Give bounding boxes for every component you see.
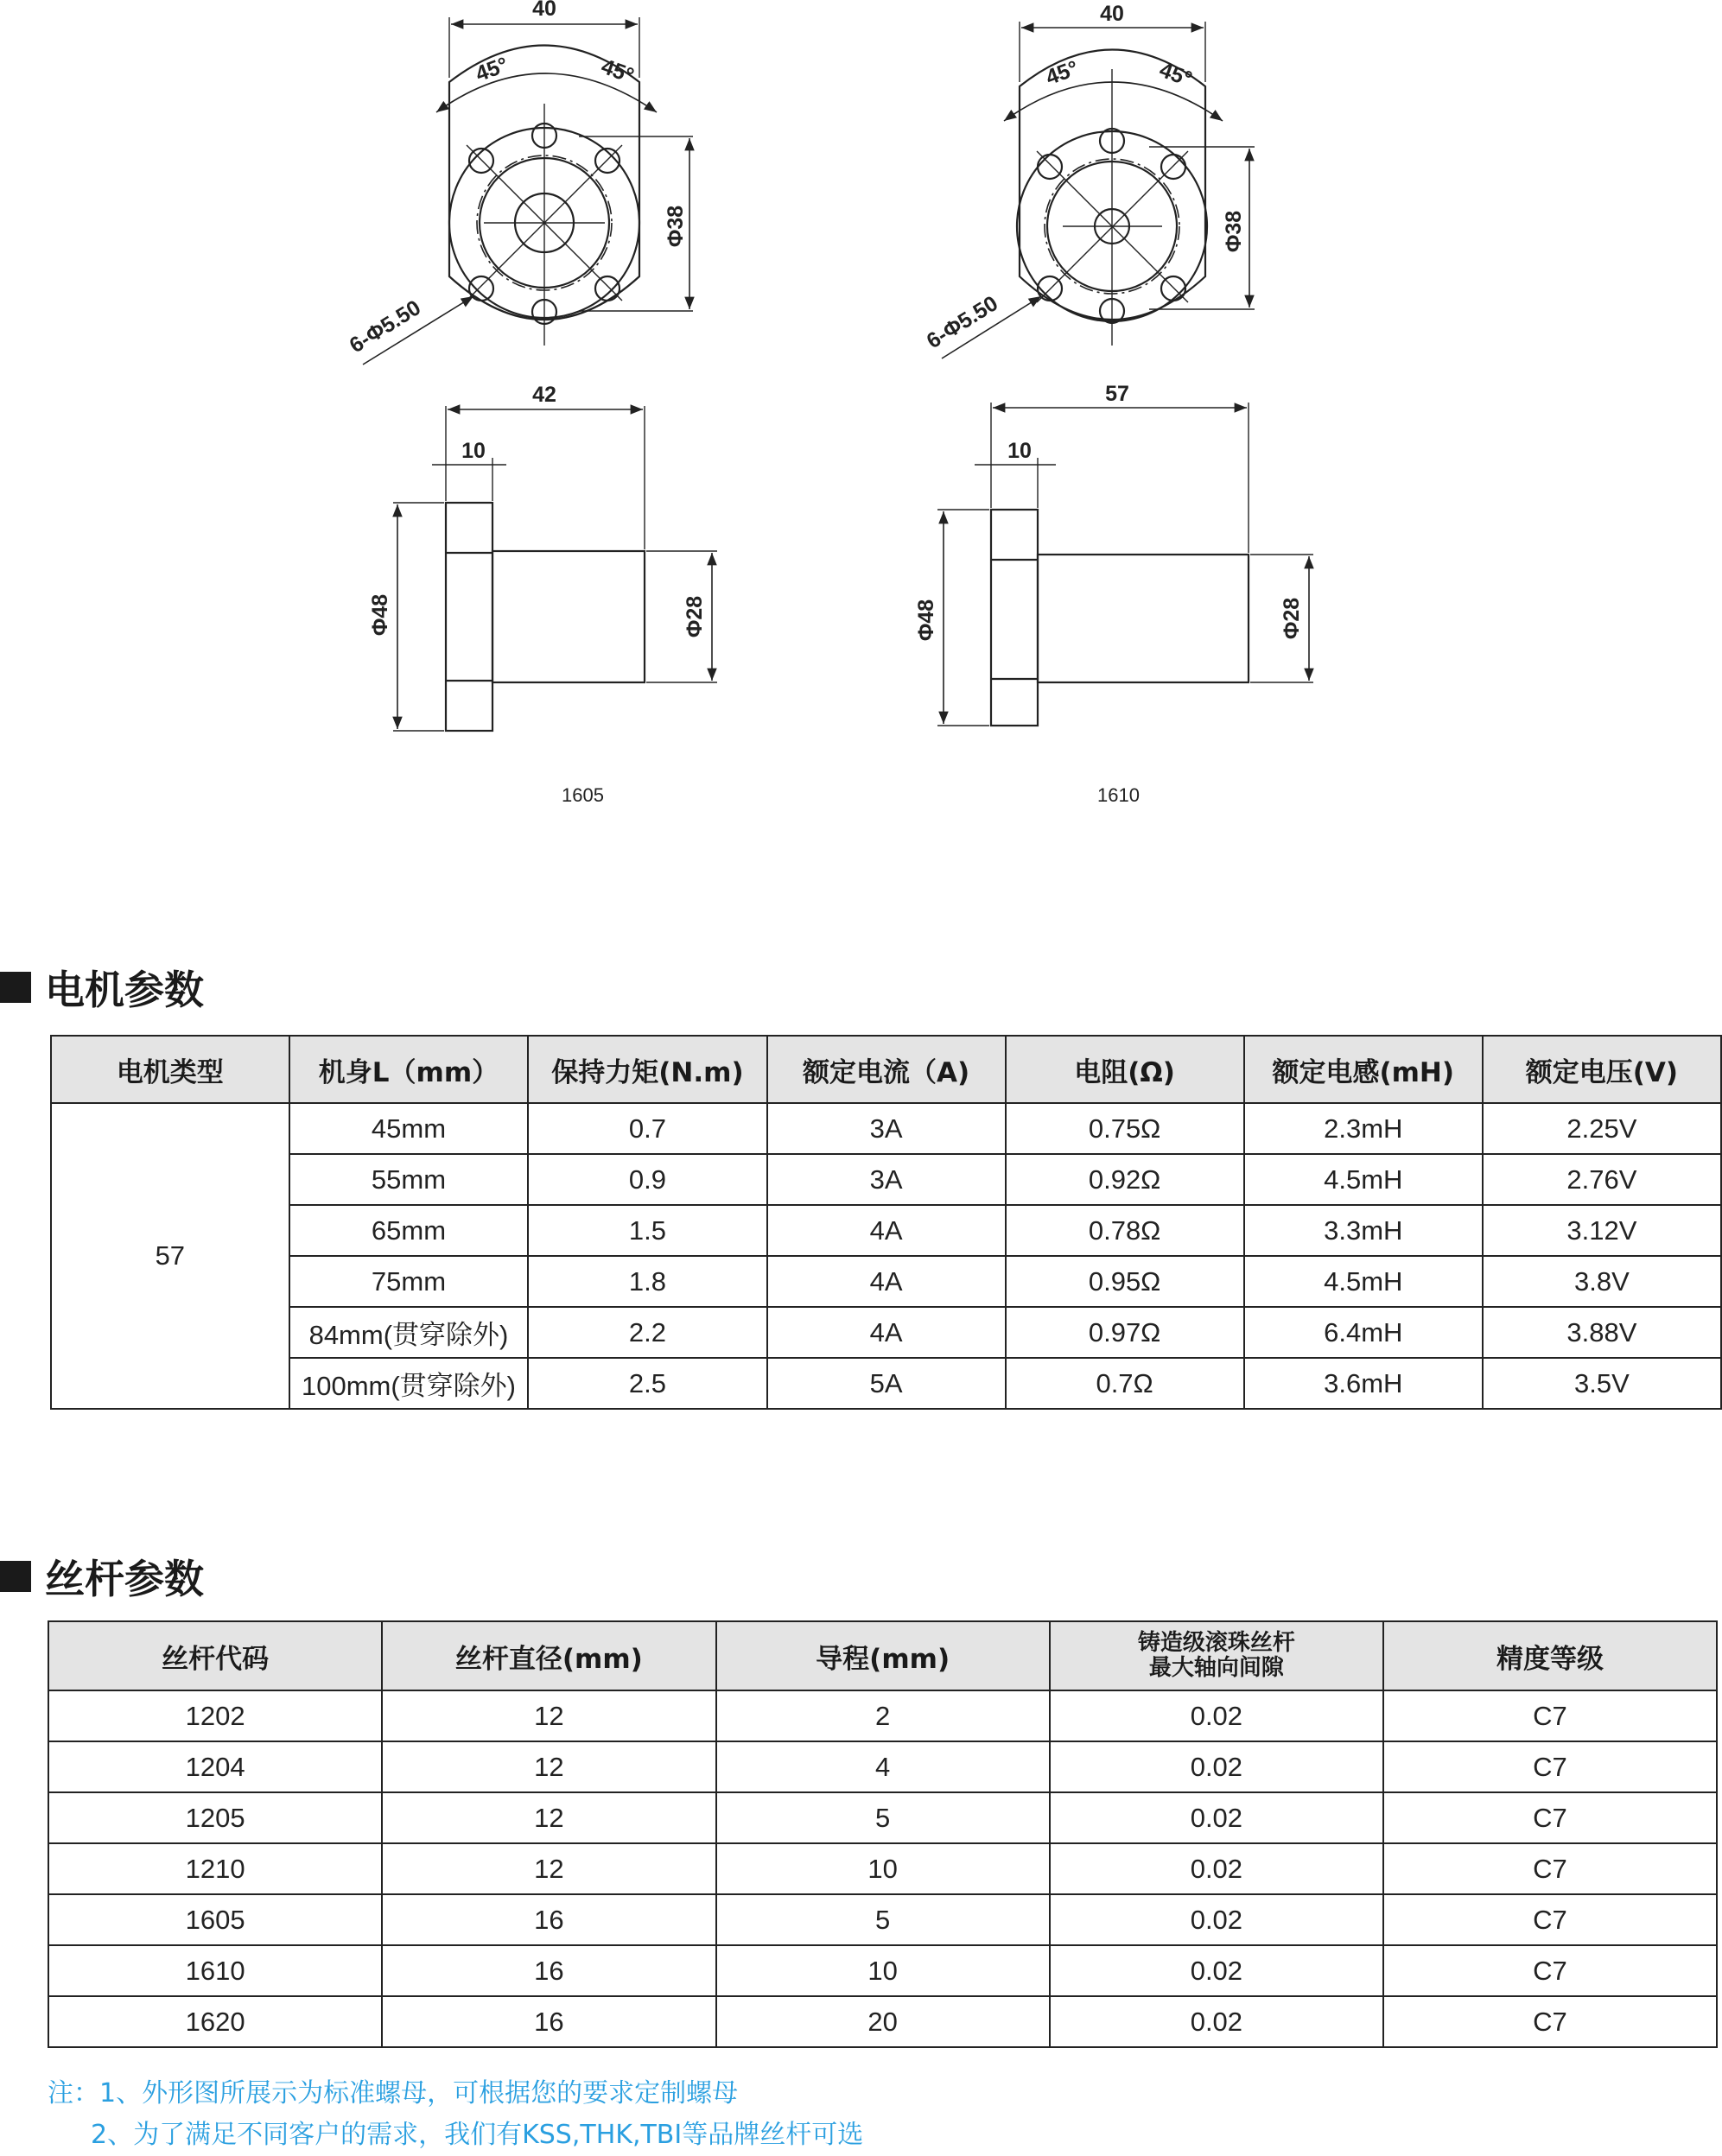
table-cell: 12 [382,1690,715,1741]
table-cell: 1205 [48,1792,382,1843]
motor-type-cell: 57 [51,1103,289,1409]
table-cell: 75mm [289,1256,529,1307]
table-cell: 10 [716,1945,1050,1996]
dim-top-width-left: 40 [532,0,556,21]
table-cell: 1204 [48,1741,382,1792]
dim-angle-right-b: 45° [1156,57,1196,92]
table-cell: 1202 [48,1690,382,1741]
table-cell: 16 [382,1945,715,1996]
header-cell: 电阻(Ω) [1006,1036,1244,1103]
table-cell: C7 [1383,1690,1717,1741]
dim-top-width-right: 40 [1100,2,1124,26]
table-cell: C7 [1383,1894,1717,1945]
motor-params-table [50,1035,1722,1410]
table-cell: 0.02 [1050,1894,1383,1945]
header-line-1: 铸造级滚珠丝杆 [1137,1630,1295,1656]
table-row [48,1741,1717,1792]
table-cell: 2.5 [528,1358,766,1409]
drawing-caption-left: 1605 [562,784,604,806]
table-cell: 12 [382,1843,715,1894]
table-cell: 100mm(贯穿除外) [289,1358,529,1409]
screw-params-table [48,1620,1718,2048]
table-cell: 0.02 [1050,1741,1383,1792]
table-cell: 1620 [48,1996,382,2047]
header-cell: 电机类型 [51,1036,289,1103]
header-cell: 丝杆直径(mm) [382,1621,715,1690]
square-bullet-icon [0,972,31,1003]
table-cell: 20 [716,1996,1050,2047]
table-row [51,1256,1721,1307]
table-cell: 12 [382,1792,715,1843]
table-row [51,1103,1721,1154]
dim-hole-right: 6-Φ5.50 [922,291,1002,354]
header-cell: 导程(mm) [716,1621,1050,1690]
table-cell: 4.5mH [1244,1154,1483,1205]
table-cell: 55mm [289,1154,529,1205]
screw-section-title [0,1548,204,1605]
table-cell: 6.4mH [1244,1307,1483,1358]
motor-section-title [0,959,204,1016]
square-bullet-icon [0,1561,31,1592]
dim-flange-thk-right: 10 [1007,439,1032,463]
table-cell: 2.76V [1483,1154,1721,1205]
table-cell: 1.8 [528,1256,766,1307]
table-cell: C7 [1383,1996,1717,2047]
table-cell: C7 [1383,1792,1717,1843]
table-cell: 0.7Ω [1006,1358,1244,1409]
table-cell: 84mm(贯穿除外) [289,1307,529,1358]
table-row [51,1307,1721,1358]
table-cell: 3.8V [1483,1256,1721,1307]
table-header-row [51,1036,1721,1103]
table-cell: 3.5V [1483,1358,1721,1409]
table-cell: 45mm [289,1103,529,1154]
dim-angle-left-a: 45° [472,52,512,87]
table-cell: 4.5mH [1244,1256,1483,1307]
nut-side-view-left [393,406,717,731]
table-cell: 0.95Ω [1006,1256,1244,1307]
table-cell: 1.5 [528,1205,766,1256]
table-cell: 0.02 [1050,1690,1383,1741]
table-cell: 10 [716,1843,1050,1894]
table-cell: 0.78Ω [1006,1205,1244,1256]
drawing-caption-right: 1610 [1097,784,1140,806]
table-cell: C7 [1383,1741,1717,1792]
dim-bolt-circle-right: Φ38 [1222,210,1246,253]
table-cell: 0.02 [1050,1843,1383,1894]
table-row [51,1205,1721,1256]
table-cell: 1210 [48,1843,382,1894]
table-cell: 4 [716,1741,1050,1792]
dim-hole-left: 6-Φ5.50 [345,295,425,358]
header-cell: 额定电感(mH) [1244,1036,1483,1103]
screw-title-text: 丝杆参数 [45,1556,204,1602]
table-cell: 16 [382,1894,715,1945]
table-cell: 0.9 [528,1154,766,1205]
table-row [48,1792,1717,1843]
table-cell: 2.2 [528,1307,766,1358]
table-cell: 1605 [48,1894,382,1945]
table-header-row [48,1621,1717,1690]
table-cell: 12 [382,1741,715,1792]
table-cell: 4A [767,1205,1006,1256]
table-cell: 0.97Ω [1006,1307,1244,1358]
table-cell: 4A [767,1307,1006,1358]
table-cell: 2 [716,1690,1050,1741]
table-cell: 0.7 [528,1103,766,1154]
table-cell: 5A [767,1358,1006,1409]
table-cell: 0.02 [1050,1945,1383,1996]
header-cell: 额定电流（A) [767,1036,1006,1103]
footnote-1: 注：1、外形图所展示为标准螺母，可根据您的要求定制螺母 [48,2078,739,2108]
table-row [51,1154,1721,1205]
dim-angle-left-b: 45° [598,54,638,89]
table-cell: 3.88V [1483,1307,1721,1358]
table-cell: 3A [767,1103,1006,1154]
header-cell: 额定电压(V) [1483,1036,1721,1103]
dim-length-right: 57 [1105,382,1129,406]
dim-body-dia-right: Φ28 [1280,597,1304,640]
table-cell: 3.12V [1483,1205,1721,1256]
dim-flange-thk-left: 10 [461,439,486,463]
dim-flange-dia-left: Φ48 [368,593,392,637]
table-cell: C7 [1383,1945,1717,1996]
nut-side-view-right [937,403,1313,726]
table-cell: 0.02 [1050,1996,1383,2047]
header-line-2: 最大轴向间隙 [1148,1655,1284,1681]
table-cell: 5 [716,1894,1050,1945]
header-cell: 精度等级 [1383,1621,1717,1690]
table-cell: 0.02 [1050,1792,1383,1843]
table-row [51,1358,1721,1409]
dim-angle-right-a: 45° [1042,55,1082,91]
dim-flange-dia-right: Φ48 [914,599,938,642]
table-row [48,1945,1717,1996]
table-cell: 3.3mH [1244,1205,1483,1256]
header-cell: 机身L（mm） [289,1036,529,1103]
motor-title-text: 电机参数 [45,967,204,1013]
table-cell: 2.25V [1483,1103,1721,1154]
dim-bolt-circle-left: Φ38 [664,205,688,248]
table-row [48,1690,1717,1741]
table-cell: 3A [767,1154,1006,1205]
table-row [48,1894,1717,1945]
header-cell: 丝杆代码 [48,1621,382,1690]
table-cell: C7 [1383,1843,1717,1894]
table-cell: 3.6mH [1244,1358,1483,1409]
header-cell: 保持力矩(N.m) [528,1036,766,1103]
table-cell: 4A [767,1256,1006,1307]
table-cell: 0.92Ω [1006,1154,1244,1205]
technical-drawings [0,0,1722,829]
footnotes [48,2073,863,2156]
footnote-2: 2、为了满足不同客户的需求，我们有KSS,THK,TBI等品牌丝杆可选 [91,2120,864,2150]
dim-length-left: 42 [532,383,556,407]
table-cell: 5 [716,1792,1050,1843]
table-row [48,1996,1717,2047]
table-cell: 16 [382,1996,715,2047]
table-cell: 2.3mH [1244,1103,1483,1154]
dim-body-dia-left: Φ28 [683,595,707,638]
header-cell-two-line [1050,1621,1383,1690]
table-row [48,1843,1717,1894]
table-cell: 65mm [289,1205,529,1256]
table-cell: 0.75Ω [1006,1103,1244,1154]
table-cell: 1610 [48,1945,382,1996]
